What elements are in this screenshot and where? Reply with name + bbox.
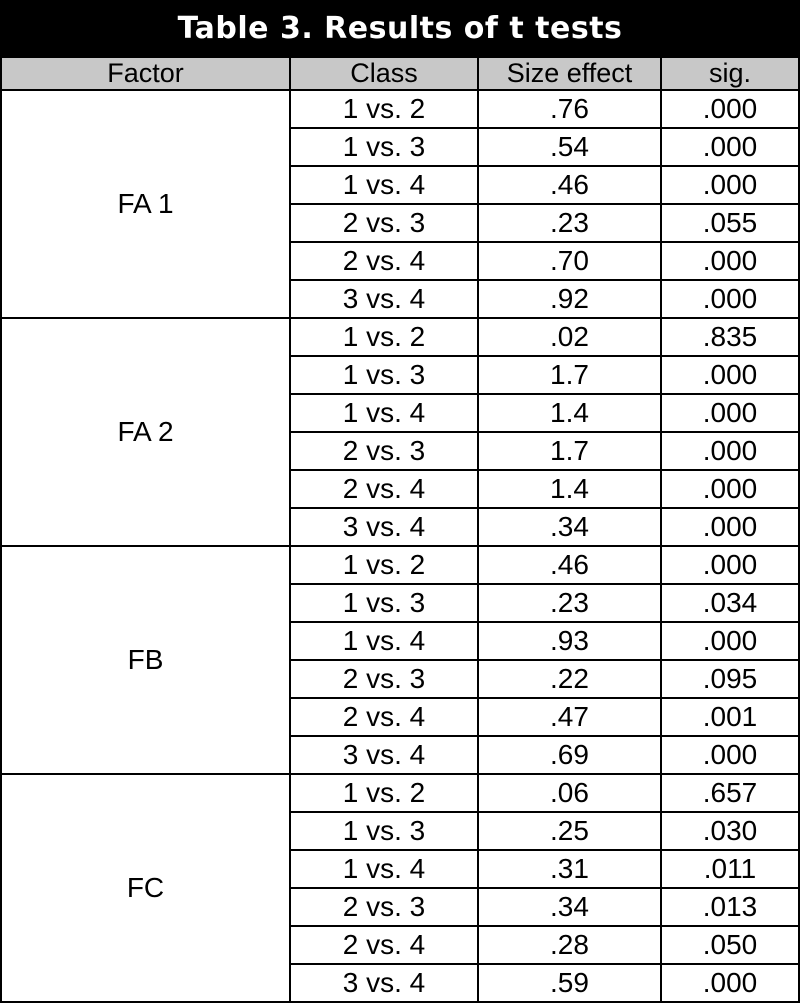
factor-cell: FA 1 <box>1 90 290 318</box>
sig-cell: .000 <box>661 90 799 128</box>
size-effect-cell: .69 <box>478 736 661 774</box>
class-cell: 2 vs. 4 <box>290 926 478 964</box>
table-row <box>1 318 799 356</box>
sig-cell: .011 <box>661 850 799 888</box>
sig-cell: .013 <box>661 888 799 926</box>
factor-cell: FA 2 <box>1 318 290 546</box>
table-header <box>1 57 799 90</box>
sig-cell: .055 <box>661 204 799 242</box>
class-cell: 2 vs. 3 <box>290 888 478 926</box>
class-cell: 3 vs. 4 <box>290 964 478 1002</box>
class-cell: 1 vs. 2 <box>290 318 478 356</box>
table-title: Table 3. Results of t tests <box>0 0 800 56</box>
sig-cell: .000 <box>661 622 799 660</box>
class-cell: 1 vs. 4 <box>290 622 478 660</box>
sig-cell: .000 <box>661 546 799 584</box>
size-effect-cell: .23 <box>478 204 661 242</box>
class-cell: 3 vs. 4 <box>290 736 478 774</box>
size-effect-cell: 1.4 <box>478 394 661 432</box>
size-effect-cell: 1.7 <box>478 356 661 394</box>
size-effect-cell: .34 <box>478 508 661 546</box>
class-cell: 1 vs. 4 <box>290 850 478 888</box>
header-sig: sig. <box>661 57 799 90</box>
class-cell: 1 vs. 4 <box>290 166 478 204</box>
sig-cell: .000 <box>661 128 799 166</box>
class-cell: 1 vs. 2 <box>290 774 478 812</box>
header-class: Class <box>290 57 478 90</box>
size-effect-cell: .02 <box>478 318 661 356</box>
size-effect-cell: .06 <box>478 774 661 812</box>
sig-cell: .657 <box>661 774 799 812</box>
size-effect-cell: .46 <box>478 546 661 584</box>
class-cell: 2 vs. 4 <box>290 242 478 280</box>
size-effect-cell: .46 <box>478 166 661 204</box>
class-cell: 2 vs. 3 <box>290 204 478 242</box>
size-effect-cell: .22 <box>478 660 661 698</box>
sig-cell: .034 <box>661 584 799 622</box>
sig-cell: .030 <box>661 812 799 850</box>
size-effect-cell: 1.7 <box>478 432 661 470</box>
class-cell: 2 vs. 3 <box>290 660 478 698</box>
table-row <box>1 90 799 128</box>
class-cell: 1 vs. 3 <box>290 356 478 394</box>
size-effect-cell: .28 <box>478 926 661 964</box>
sig-cell: .000 <box>661 736 799 774</box>
header-row <box>1 57 799 90</box>
class-cell: 1 vs. 3 <box>290 812 478 850</box>
size-effect-cell: .76 <box>478 90 661 128</box>
size-effect-cell: .92 <box>478 280 661 318</box>
class-cell: 1 vs. 3 <box>290 584 478 622</box>
sig-cell: .000 <box>661 470 799 508</box>
class-cell: 2 vs. 4 <box>290 470 478 508</box>
class-cell: 1 vs. 4 <box>290 394 478 432</box>
size-effect-cell: .70 <box>478 242 661 280</box>
class-cell: 1 vs. 3 <box>290 128 478 166</box>
sig-cell: .050 <box>661 926 799 964</box>
table-row <box>1 774 799 812</box>
class-cell: 2 vs. 4 <box>290 698 478 736</box>
size-effect-cell: .25 <box>478 812 661 850</box>
class-cell: 3 vs. 4 <box>290 508 478 546</box>
factor-cell: FC <box>1 774 290 1002</box>
table-row <box>1 546 799 584</box>
sig-cell: .000 <box>661 508 799 546</box>
header-size-effect: Size effect <box>478 57 661 90</box>
sig-cell: .000 <box>661 356 799 394</box>
size-effect-cell: .47 <box>478 698 661 736</box>
size-effect-cell: .31 <box>478 850 661 888</box>
sig-cell: .095 <box>661 660 799 698</box>
sig-cell: .000 <box>661 166 799 204</box>
class-cell: 3 vs. 4 <box>290 280 478 318</box>
sig-cell: .000 <box>661 432 799 470</box>
sig-cell: .000 <box>661 964 799 1002</box>
size-effect-cell: .59 <box>478 964 661 1002</box>
sig-cell: .835 <box>661 318 799 356</box>
header-factor: Factor <box>1 57 290 90</box>
class-cell: 1 vs. 2 <box>290 546 478 584</box>
size-effect-cell: 1.4 <box>478 470 661 508</box>
size-effect-cell: .23 <box>478 584 661 622</box>
factor-cell: FB <box>1 546 290 774</box>
class-cell: 2 vs. 3 <box>290 432 478 470</box>
sig-cell: .000 <box>661 394 799 432</box>
size-effect-cell: .54 <box>478 128 661 166</box>
size-effect-cell: .34 <box>478 888 661 926</box>
sig-cell: .000 <box>661 280 799 318</box>
class-cell: 1 vs. 2 <box>290 90 478 128</box>
results-table <box>0 56 800 1003</box>
sig-cell: .001 <box>661 698 799 736</box>
table-body <box>1 90 799 1002</box>
size-effect-cell: .93 <box>478 622 661 660</box>
sig-cell: .000 <box>661 242 799 280</box>
